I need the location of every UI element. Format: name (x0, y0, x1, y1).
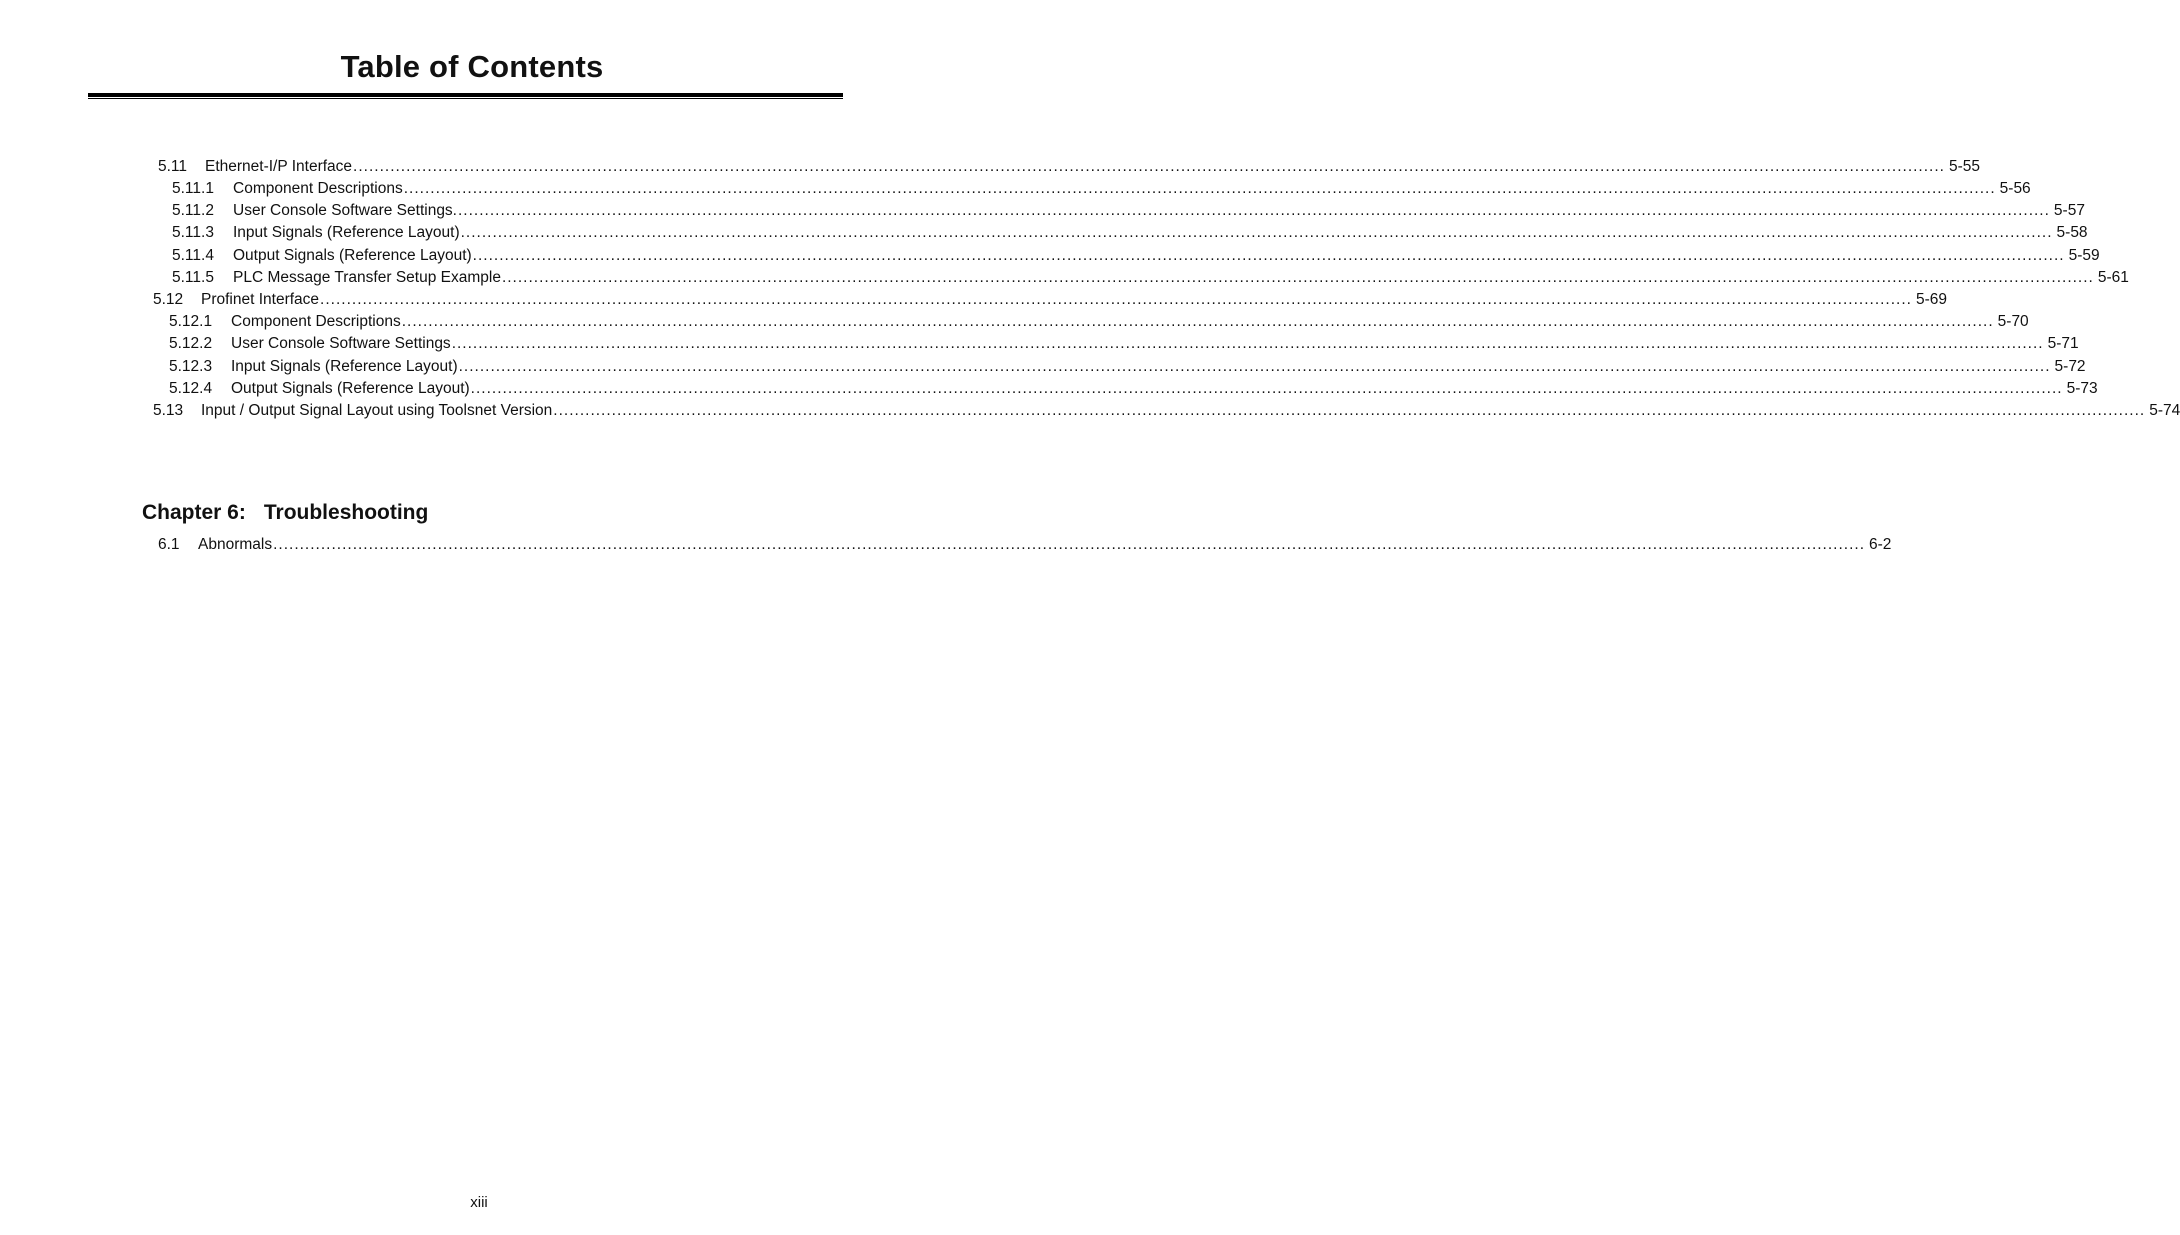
toc-entry-number: 5.12.3 (169, 358, 213, 375)
toc-entry-title: Profinet Interface (201, 291, 320, 308)
toc-entry-title: Abnormals (198, 536, 273, 553)
toc-entry-title: Input Signals (Reference Layout) (233, 224, 460, 241)
toc-entry-5-12-4[interactable] (169, 379, 2098, 399)
toc-entry-number: 5.12.4 (169, 380, 213, 397)
toc-entry-5-11-4[interactable] (172, 246, 2100, 266)
toc-entry-title: Input / Output Signal Layout using Toolsnet Version (201, 402, 553, 419)
toc-entry-page: 5-73 (2066, 380, 2098, 397)
toc-entry-number: 5.11.4 (172, 247, 214, 264)
toc-entry-number: 5.11.5 (172, 269, 214, 286)
dot-leader: ............................................................................................................................................................................................................................................................................................................ (501, 269, 2094, 286)
dot-leader: ............................................................................................................................................................................................................................................................................................................ (553, 402, 2146, 419)
toc-entry-page: 5-59 (2068, 247, 2100, 264)
toc-entry-page: 5-57 (2053, 202, 2085, 219)
toc-entry-page: 5-61 (2097, 269, 2129, 286)
toc-entry-title: User Console Software Settings (231, 335, 451, 352)
toc-entry-5-11-1[interactable] (172, 179, 2031, 199)
toc-entry-title: Component Descriptions (231, 313, 401, 330)
toc-entry-number: 5.11 (158, 158, 188, 175)
toc-entry-5-13[interactable] (153, 401, 2180, 421)
toc-entry-page: 6-2 (1869, 536, 1892, 553)
toc-entry-number: 6.1 (158, 536, 180, 553)
dot-leader: ............................................................................................................................................................................................................................................................................................................ (472, 247, 2065, 264)
toc-entry-title: Ethernet-I/P Interface (205, 158, 353, 175)
dot-leader: ............................................................................................................................................................................................................................................................................................................ (458, 202, 2050, 219)
toc-entry-page: 5-74 (2149, 402, 2180, 419)
dot-leader: ............................................................................................................................................................................................................................................................................................................ (460, 224, 2053, 241)
dot-leader: ............................................................................................................................................................................................................................................................................................................ (458, 358, 2051, 375)
toc-entry-number: 5.12.1 (169, 313, 213, 330)
dot-leader: ............................................................................................................................................................................................................................................................................................................ (451, 335, 2044, 352)
toc-entry-number: 5.12 (153, 291, 184, 308)
toc-entry-page: 5-71 (2047, 335, 2079, 352)
chapter-title: Troubleshooting (263, 501, 429, 524)
toc-entry-page: 5-56 (1999, 180, 2031, 197)
toc-entry-number: 5.11.3 (172, 224, 214, 241)
toc-entry-5-12[interactable] (153, 290, 1947, 310)
dot-leader: ............................................................................................................................................................................................................................................................................................................ (470, 380, 2063, 397)
toc-entry-title: PLC Message Transfer Setup Example (233, 269, 501, 286)
toc-entry-5-11[interactable] (158, 157, 1980, 177)
dot-leader: ............................................................................................................................................................................................................................................................................................................ (353, 158, 1945, 175)
toc-entry-title: Input Signals (Reference Layout) (231, 358, 458, 375)
dot-leader: ............................................................................................................................................................................................................................................................................................................ (401, 313, 1994, 330)
toc-entry-5-11-5[interactable] (172, 268, 2129, 288)
toc-entry-5-12-2[interactable] (169, 334, 2079, 354)
toc-entry-number: 5.13 (153, 402, 184, 419)
toc-entry-number: 5.12.2 (169, 335, 213, 352)
page-title: Table of Contents (340, 49, 604, 84)
dot-leader: ............................................................................................................................................................................................................................................................................................................ (403, 180, 1996, 197)
toc-entry-page: 5-69 (1915, 291, 1947, 308)
toc-entry-title: Output Signals (Reference Layout) (231, 380, 470, 397)
toc-entry-page: 5-72 (2054, 358, 2086, 375)
toc-entry-6-1[interactable] (158, 535, 1892, 555)
chapter-heading[interactable] (142, 499, 428, 527)
toc-entry-5-12-3[interactable] (169, 357, 2086, 377)
toc-entry-title: User Console Software Settings. (233, 202, 457, 219)
toc-entry-page: 5-55 (1948, 158, 1980, 175)
toc-entry-5-12-1[interactable] (169, 312, 2029, 332)
toc-entry-title: Component Descriptions (233, 180, 403, 197)
toc-entry-page: 5-70 (1997, 313, 2029, 330)
toc-entry-number: 5.11.1 (172, 180, 214, 197)
title-rule-thick (88, 93, 843, 97)
dot-leader: ............................................................................................................................................................................................................................................................................................................ (273, 536, 1866, 553)
title-rule-thin (88, 98, 843, 99)
toc-entry-title: Output Signals (Reference Layout) (233, 247, 472, 264)
toc-entry-5-11-2[interactable] (172, 201, 2085, 221)
toc-entry-number: 5.11.2 (172, 202, 214, 219)
dot-leader: ............................................................................................................................................................................................................................................................................................................ (320, 291, 1912, 308)
toc-entry-5-11-3[interactable] (172, 223, 2088, 243)
chapter-label: Chapter 6: (142, 501, 246, 524)
page-number: xiii (470, 1194, 488, 1211)
toc-entry-page: 5-58 (2056, 224, 2088, 241)
